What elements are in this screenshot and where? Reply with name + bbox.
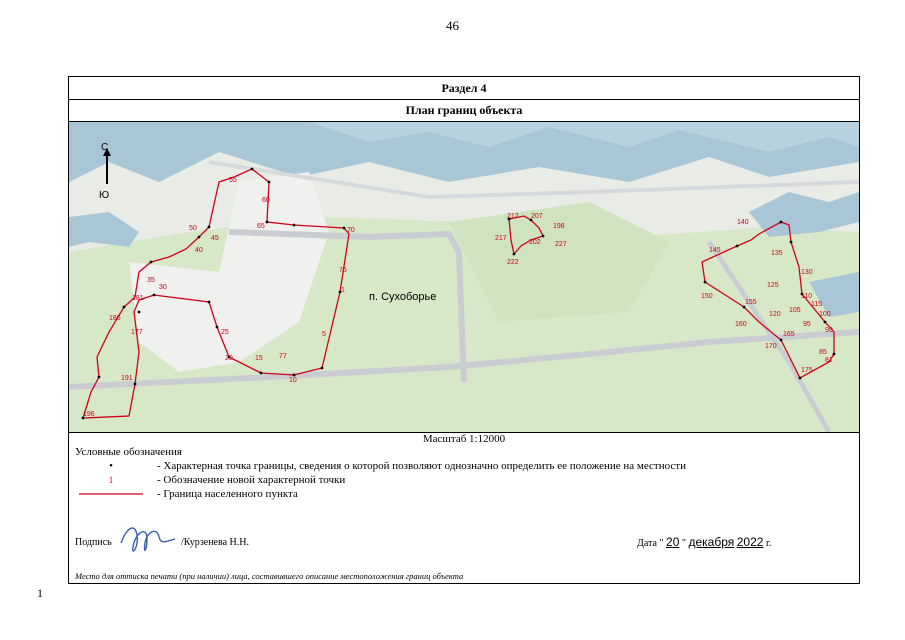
settlement-label: п. Сухоборье xyxy=(369,291,437,303)
point-label: 170 xyxy=(765,343,777,350)
point-label: 85 xyxy=(819,349,827,356)
north-label: С xyxy=(101,142,109,153)
point-label: 15 xyxy=(255,355,263,362)
point-label: 70 xyxy=(347,227,355,234)
point-label: 115 xyxy=(811,301,823,308)
south-label: Ю xyxy=(99,190,110,201)
point-label: 30 xyxy=(159,284,167,291)
point-label: 90 xyxy=(825,327,833,334)
point-symbol-icon: • xyxy=(109,460,113,472)
legend-text: - Обозначение новой характерной точки xyxy=(157,474,346,486)
point-label: 222 xyxy=(507,259,519,266)
footer-page-number: 1 xyxy=(37,586,43,600)
legend-text: - Граница населенного пункта xyxy=(157,488,298,500)
point-label: 110 xyxy=(801,293,813,300)
point-label: 202 xyxy=(529,239,541,246)
date-field xyxy=(637,535,771,549)
point-label: 207 xyxy=(531,213,543,220)
stamp-note: Место для оттиска печати (при наличии) лица, составившего описание местоположения границ объекта xyxy=(75,571,464,581)
point-label: 181 xyxy=(132,295,144,302)
point-label: 55 xyxy=(229,177,237,184)
point-label: 198 xyxy=(553,223,565,230)
point-label: 5 xyxy=(322,331,326,338)
new-point-symbol-icon: 1 xyxy=(108,475,114,485)
scale-text: Масштаб 1:12000 xyxy=(422,433,506,445)
point-label: 77 xyxy=(279,353,287,360)
map-canvas xyxy=(69,122,859,432)
point-label: 50 xyxy=(189,225,197,232)
point-label: 10 xyxy=(289,377,297,384)
point-label: 160 xyxy=(735,321,747,328)
point-label: 75 xyxy=(339,267,347,274)
point-label: 35 xyxy=(147,277,155,284)
point-label: 100 xyxy=(819,311,831,318)
point-label: 175 xyxy=(801,367,813,374)
signer-name: /Курзенева Н.Н. xyxy=(181,537,249,548)
point-label: 196 xyxy=(83,411,95,418)
point-label: 25 xyxy=(221,329,229,336)
point-label: 60 xyxy=(262,197,270,204)
section-title: Раздел 4 xyxy=(69,77,859,100)
signature-icon xyxy=(113,517,183,561)
point-label: 40 xyxy=(195,247,203,254)
date-prefix: Дата " xyxy=(637,538,664,549)
document-frame xyxy=(68,76,860,584)
point-label: 145 xyxy=(709,247,721,254)
boundary-map xyxy=(69,122,859,433)
point-label: 155 xyxy=(745,299,757,306)
point-label: 65 xyxy=(257,223,265,230)
legend-item-point xyxy=(75,459,855,473)
point-label: 165 xyxy=(783,331,795,338)
point-label: 150 xyxy=(701,293,713,300)
legend-item-boundary xyxy=(75,487,855,501)
point-label: 20 xyxy=(225,355,233,362)
date-day: 20 xyxy=(666,535,680,549)
point-label: 227 xyxy=(555,241,567,248)
point-label: 130 xyxy=(801,269,813,276)
point-label: 212 xyxy=(507,213,519,220)
point-label: 186 xyxy=(109,315,121,322)
date-month: декабря xyxy=(688,535,735,549)
point-label: 217 xyxy=(495,235,507,242)
date-year: 2022 xyxy=(736,535,764,549)
point-label: 140 xyxy=(737,219,749,226)
point-label: 1 xyxy=(341,287,345,294)
point-label: 105 xyxy=(789,307,801,314)
point-label: 81 xyxy=(825,357,833,364)
point-label: 191 xyxy=(121,375,133,382)
legend-text: - Характерная точка границы, сведения о которой позволяют однозначно определить ее положение на местности xyxy=(157,460,686,472)
plan-title: План границ объекта xyxy=(69,99,859,122)
legend-title: Условные обозначения xyxy=(75,446,182,458)
point-label: 120 xyxy=(769,311,781,318)
legend-item-new-point xyxy=(75,473,855,487)
signature-label: Подпись xyxy=(75,537,112,548)
point-label: 95 xyxy=(803,321,811,328)
point-label: 45 xyxy=(211,235,219,242)
date-mid: " xyxy=(681,538,686,549)
page-number: 46 xyxy=(446,18,459,33)
boundary-line-icon xyxy=(75,487,147,505)
date-suffix: г. xyxy=(765,538,772,549)
point-label: 135 xyxy=(771,250,783,257)
point-label: 125 xyxy=(767,282,779,289)
point-label: 177 xyxy=(131,329,143,336)
